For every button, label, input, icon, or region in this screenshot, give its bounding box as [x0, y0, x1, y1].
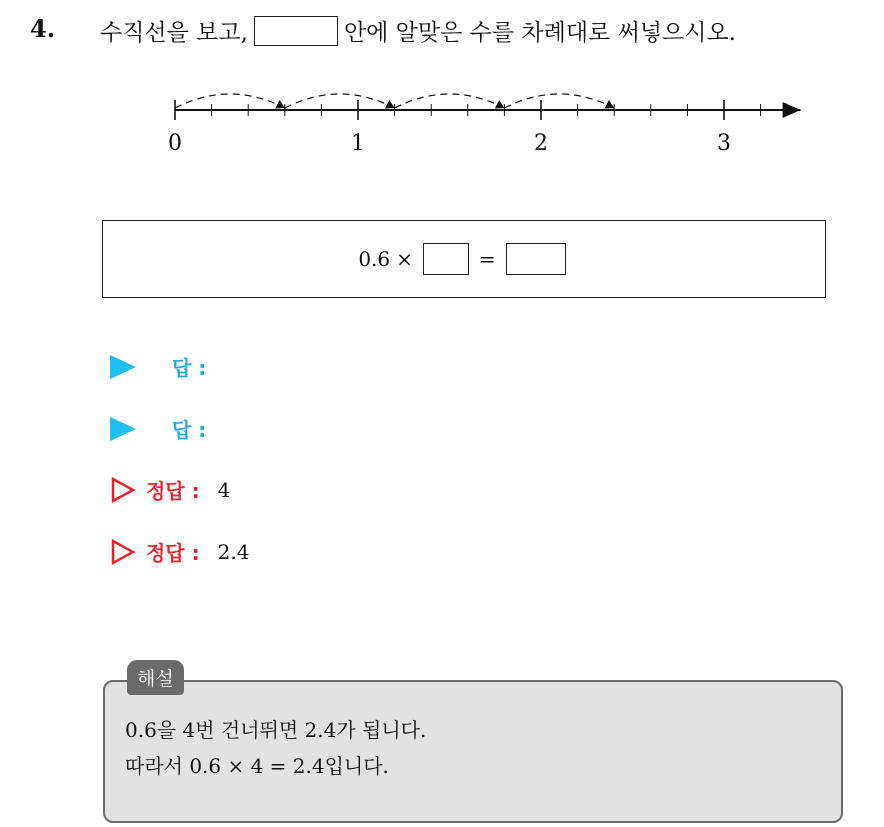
times-sign: × [396, 247, 413, 271]
jump-arc [285, 94, 395, 108]
answer-row-2 [110, 414, 206, 443]
question-blank-box [254, 16, 338, 46]
correct-value: 4 [217, 477, 231, 502]
outline-triangle-icon [110, 477, 136, 503]
question-number: 4. [30, 14, 56, 43]
question-text-before: 수직선을 보고, [100, 20, 248, 46]
solution-tab: 해설 [127, 660, 184, 695]
answer-label: 답 : [172, 418, 207, 442]
jump-arc [175, 94, 285, 108]
correct-row-1 [110, 475, 230, 504]
correct-label: 정답 : [146, 479, 200, 503]
answer-row-1 [110, 352, 206, 381]
multiplier-blank[interactable] [423, 243, 469, 275]
tick-label: 2 [534, 131, 548, 156]
jump-arc [504, 94, 614, 108]
tick-label: 1 [351, 131, 365, 156]
solution-line-2: 따라서 0.6 × 4 = 2.4입니다. [125, 754, 389, 778]
answer-label: 답 : [172, 356, 207, 380]
solution-text [125, 712, 426, 784]
correct-value: 2.4 [217, 539, 250, 564]
answer-marker-icon [110, 355, 136, 379]
outline-triangle-icon [110, 539, 136, 565]
tick-label: 0 [168, 131, 182, 156]
question-text [100, 14, 736, 47]
solution-box [103, 680, 843, 823]
number-line [160, 82, 810, 162]
equation-left: 0.6 [358, 247, 391, 271]
answer-marker-icon [110, 417, 136, 441]
solution-line-1: 0.6을 4번 건너뛰면 2.4가 됩니다. [125, 718, 427, 742]
tick-label: 3 [717, 131, 731, 156]
equals-sign: = [478, 247, 496, 271]
correct-label: 정답 : [146, 541, 200, 565]
equation-box [102, 220, 826, 298]
correct-row-2 [110, 537, 249, 566]
question-text-after: 안에 알맞은 수를 차례대로 써넣으시오. [343, 20, 736, 46]
product-blank[interactable] [506, 243, 566, 275]
jump-arc [395, 94, 505, 108]
solution-panel [103, 668, 843, 823]
